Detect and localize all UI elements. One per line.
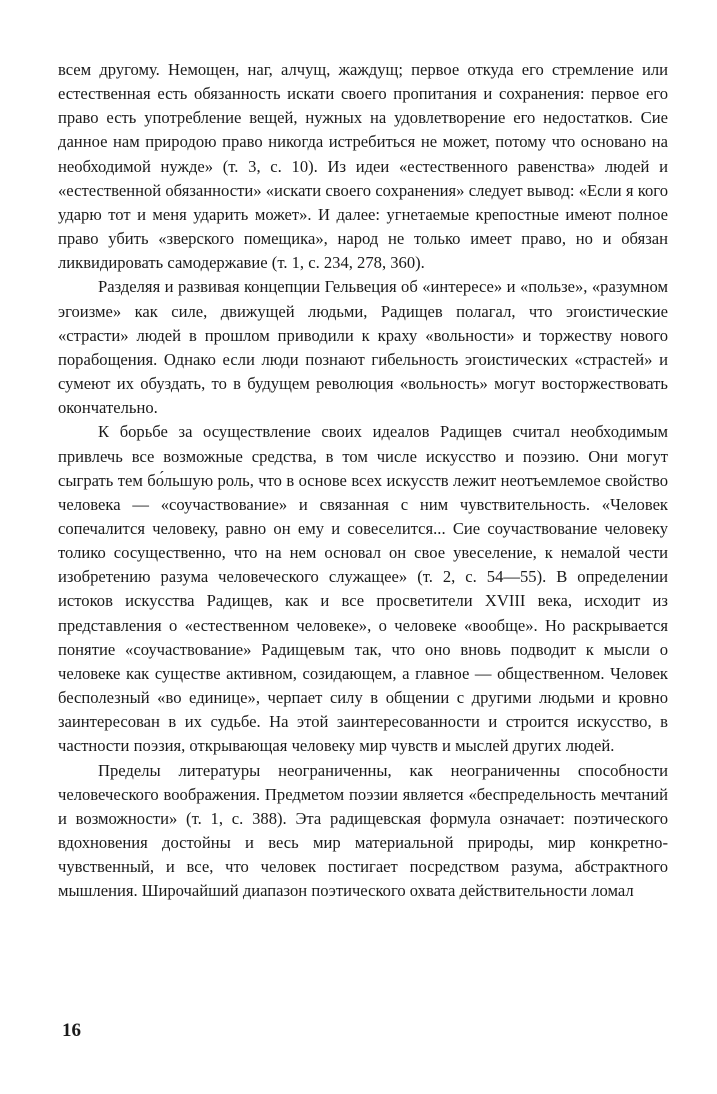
page-number: 16 [62,1020,81,1041]
page-body [58,58,668,903]
paragraph-2: Разделяя и развивая концепции Гельвеция об «интересе» и «пользе», «разумном эгоизме» как силе, движущей людьми, Радищев полагал, что эгоистические «страсти» людей в прошлом приводили к краху «вольности» и торжеству нового порабощения. Однако если люди познают гибельность эгоистических «страстей» и сумеют их обуздать, то в будущем революция «вольность» могут восторжествовать окончательно. [58,277,668,418]
paragraph-1: всем другому. Немощен, наг, алчущ, жаждущ; первое откуда его стремление или естественная есть обязанность искати своего пропитания и сохранения: первое его право есть употребление вещей, нужных на удовлетворение его недостатков. Сие данное нам природою право никогда истребиться не может, потому что основано на необходимой нужде» (т. 3, с. 10). Из идеи «естественного равенства» людей и «естественной обязанности» «искати своего сохранения» следует вывод: «Если я кого ударю тот и меня ударить может». И далее: угнетаемые крепостные имеют полное право убить «зверского помещика», народ не только имеет право, но и обязан ликвидировать самодержавие (т. 1, с. 234, 278, 360). [58,60,668,273]
paragraph-3: К борьбе за осуществление своих идеалов Радищев считал необходимым привлечь все возможные средства, в том числе искусство и поэзию. Они могут сыграть тем бо́льшую роль, что в основе всех искусств лежит неотъемлемое свойство человека — «соучаствование» и связанная с ним чувствительность. «Человек сопечалится человеку, равно он ему и совеселится... Сие соучаствование человеку толико сосущественно, что на нем основал он свое увеселение, к немалой чести изобретению разума человеческого служащее» (т. 2, с. 54—55). В определении истоков искусства Радищев, как и все просветители XVIII века, исходит из представления о «естественном человеке», о человеке «вообще». Но раскрывается понятие «соучаствование» Радищевым так, что оно вновь подводит к мысли о человеке как существе активном, созидающем, а главное — общественном. Человек бесполезный «во единице», черпает силу в общении с другими людьми и кровно заинтересован в их судьбе. На этой заинтересованности и строится искусство, в частности поэзия, открывающая человеку мир чувств и мыслей других людей. [58,422,668,756]
paragraph-4: Пределы литературы неограниченны, как неограниченны способности человеческого воображения. Предметом поэзии является «беспредельность мечтаний и возможности» (т. 1, с. 388). Эта радищевская формула означает: поэтического вдохновения достойны и весь мир материальной природы, мир конкретно-чувственный, и все, что человек постигает посредством разума, абстрактного мышления. Широчайший диапазон поэтического охвата действительности ломал [58,760,668,901]
